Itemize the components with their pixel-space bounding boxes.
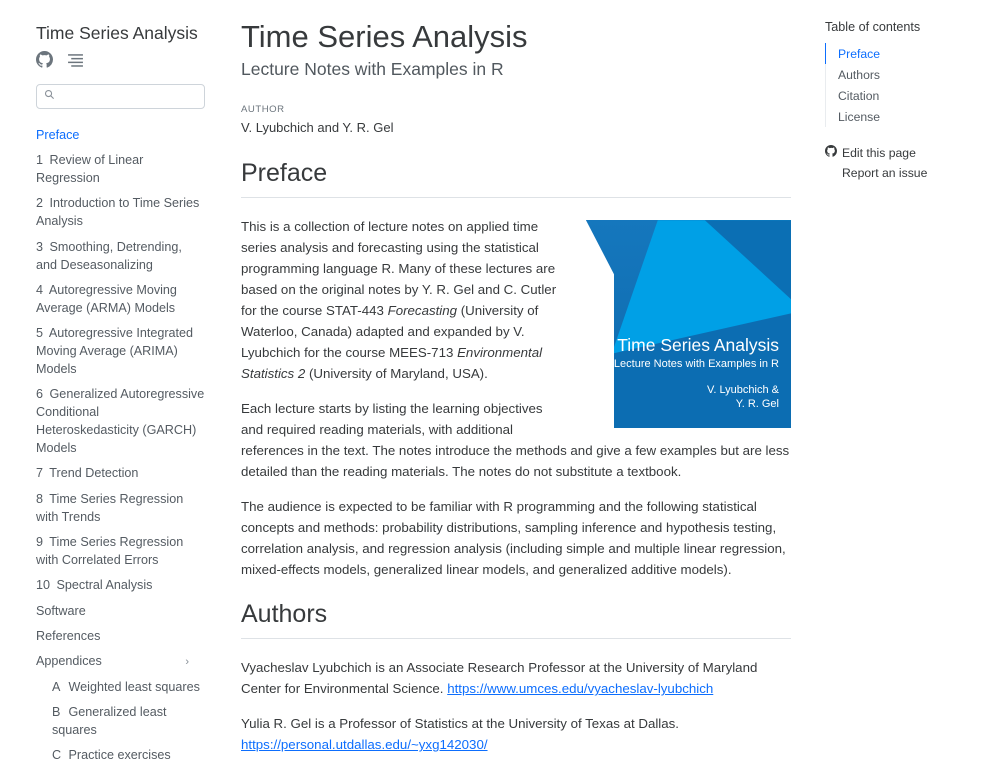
sidebar-item-ch5[interactable]	[36, 325, 205, 379]
right-toc-list	[825, 43, 986, 127]
sidebar-item-references[interactable]	[36, 628, 205, 646]
sidebar-link[interactable]	[36, 386, 205, 458]
report-issue-label: Report an issue	[842, 166, 928, 180]
sidebar-item-label: Spectral Analysis	[56, 578, 153, 593]
sidebar-item-label: Trend Detection	[49, 466, 139, 481]
sidebar-item-appendix-b[interactable]	[36, 704, 205, 740]
right-toc-link[interactable]: License	[825, 106, 986, 127]
cover-author-line-1: V. Lyubchich &	[707, 383, 779, 396]
cover-author-line-2: Y. R. Gel	[735, 398, 779, 411]
page-subtitle: Lecture Notes with Examples in R	[241, 59, 504, 80]
sidebar-item-number: B	[52, 705, 61, 719]
sidebar-item-number: 7	[36, 466, 44, 481]
search-input[interactable]	[59, 89, 197, 103]
menu-list-icon[interactable]	[67, 51, 84, 68]
authors-paragraph-2-text: Yulia R. Gel is a Professor of Statistics at the University of Texas at Dallas.	[241, 716, 679, 732]
sidebar-item-label: Preface	[36, 127, 80, 142]
chevron-right-icon[interactable]: ›	[185, 656, 189, 669]
sidebar-item-number: 6	[36, 387, 44, 402]
preface-paragraph-2: Each lecture starts by listing the learning objectives and required reading materials, with additional references in the text. The notes introduce the methods and give a few examples but are less detailed than the reading materials. The notes do not substitute a textbook.	[241, 401, 790, 480]
sidebar-link[interactable]	[36, 127, 205, 145]
right-toc-item-citation[interactable]	[825, 85, 986, 106]
sidebar-toc	[36, 127, 205, 765]
sidebar-item-software[interactable]	[36, 603, 205, 621]
sidebar-item-appendix-c[interactable]	[36, 747, 205, 765]
sidebar-item-ch1[interactable]	[36, 152, 205, 188]
sidebar-item-ch2[interactable]	[36, 195, 205, 231]
sidebar-link[interactable]	[36, 325, 205, 379]
sidebar-link[interactable]	[36, 152, 205, 188]
sidebar-item-ch3[interactable]	[36, 239, 205, 275]
sidebar-item-label: Autoregressive Integrated Moving Average (ARIMA) Models	[36, 326, 194, 376]
author-profile-link-gel[interactable]: https://personal.utdallas.edu/~yxg142030/	[241, 737, 488, 753]
sidebar-item-number: 2	[36, 196, 44, 211]
sidebar-item-number: 5	[36, 326, 44, 341]
sidebar-item-number: C	[52, 748, 62, 763]
sidebar-item-label: Time Series Regression with Correlated Errors	[36, 534, 184, 567]
sidebar-link[interactable]	[52, 679, 205, 697]
sidebar-item-appendices[interactable]	[36, 653, 205, 671]
sidebar-item-number: 1	[36, 153, 44, 168]
sidebar-link[interactable]	[36, 653, 102, 671]
sidebar-item-number: 9	[36, 534, 44, 549]
sidebar-item-label: References	[36, 628, 101, 643]
report-issue-link[interactable]	[825, 166, 986, 180]
sidebar-link[interactable]	[36, 195, 205, 231]
sidebar-link[interactable]	[36, 603, 205, 621]
sidebar-item-number: 10	[36, 578, 51, 593]
sidebar-item-preface[interactable]	[36, 127, 205, 145]
sidebar-item-number: 8	[36, 491, 44, 506]
sidebar-item-label: Introduction to Time Series Analysis	[36, 196, 200, 229]
sidebar-link[interactable]	[52, 747, 205, 765]
right-toc-item-authors[interactable]	[825, 64, 986, 85]
sidebar-item-ch8[interactable]	[36, 491, 205, 527]
sidebar-item-number: 3	[36, 239, 44, 254]
cover-title: Time Series Analysis	[617, 335, 779, 356]
sidebar-item-label: Weighted least squares	[68, 679, 200, 694]
sidebar-link[interactable]	[36, 239, 205, 275]
preface-paragraph-1: This is a collection of lecture notes on applied time series analysis and forecasting using the statistical programming language R. Many of these lectures are based on the original notes by Y. R. Gel and C. Cutler for the course STAT-443 Forecasting (University of Waterloo, Canada) adapted and expanded by V. Lyubchich for the course MEES-713 Environmental Statistics 2 (University of Maryland, USA).	[241, 219, 557, 382]
right-toc-link[interactable]: Preface	[825, 43, 986, 64]
right-toc-panel	[815, 0, 1000, 186]
right-toc-link[interactable]: Citation	[825, 85, 986, 106]
authors-paragraph-2	[241, 713, 791, 755]
author-profile-link-lyubchich[interactable]: https://www.umces.edu/vyacheslav-lyubchich	[447, 681, 714, 697]
sidebar-link[interactable]	[36, 534, 205, 570]
github-icon[interactable]	[36, 51, 53, 68]
site-title: Time Series Analysis	[36, 23, 198, 43]
github-icon	[825, 145, 837, 160]
cover-art	[586, 220, 791, 428]
sidebar-link[interactable]	[36, 491, 205, 527]
sidebar	[0, 0, 225, 773]
authors-paragraph-1	[241, 657, 791, 699]
search-box[interactable]	[36, 84, 205, 109]
sidebar-item-label: Generalized Autoregressive Conditional Heteroskedasticity (GARCH) Models	[36, 387, 205, 455]
sidebar-item-ch6[interactable]	[36, 386, 205, 458]
right-toc-link[interactable]: Authors	[825, 64, 986, 85]
edit-this-page-link[interactable]	[825, 145, 986, 160]
sidebar-item-ch4[interactable]	[36, 282, 205, 318]
sidebar-item-ch9[interactable]	[36, 534, 205, 570]
sidebar-item-label: Generalized least squares	[52, 705, 167, 737]
cover-subtitle: Lecture Notes with Examples in R	[613, 357, 779, 370]
cover-text-block	[586, 335, 779, 412]
sidebar-item-ch7[interactable]	[36, 465, 205, 483]
sidebar-link[interactable]	[36, 465, 205, 483]
sidebar-item-number: 4	[36, 282, 44, 297]
edit-this-page-label: Edit this page	[842, 145, 916, 160]
sidebar-item-label: Software	[36, 603, 86, 618]
page-title: Time Series Analysis	[241, 19, 528, 54]
sidebar-item-label: Review of Linear Regression	[36, 153, 144, 185]
sidebar-item-label: Autoregressive Moving Average (ARMA) Models	[36, 282, 177, 315]
right-toc-item-license[interactable]	[825, 106, 986, 127]
right-toc-title: Table of contents	[825, 20, 921, 34]
sidebar-item-label: Practice exercises	[68, 748, 171, 763]
sidebar-link[interactable]	[36, 577, 205, 595]
sidebar-item-label: Time Series Regression with Trends	[36, 491, 184, 524]
search-icon	[44, 87, 55, 105]
authors-paragraph-1-text: Vyacheslav Lyubchich is an Associate Research Professor at the University of Maryland Center for Environmental Science.	[241, 660, 758, 697]
sidebar-item-ch10[interactable]	[36, 577, 205, 595]
preface-paragraph-3: The audience is expected to be familiar with R programming and the following statistical concepts and methods: probability distributions, sampling inference and hypothesis testing, correlation analysis, and regression analysis (including simple and multiple linear regression, mixed-effects models, generalized linear models, and generalized additive models).	[241, 499, 786, 578]
section-heading-preface: Preface	[241, 159, 791, 198]
sidebar-item-label: Appendices	[36, 654, 102, 669]
sidebar-item-appendix-a[interactable]	[36, 679, 205, 697]
sidebar-link[interactable]	[36, 282, 205, 318]
right-toc-item-preface[interactable]	[825, 43, 986, 64]
book-cover-image	[586, 220, 791, 428]
author-label: AUTHOR	[241, 104, 285, 116]
sidebar-item-number: A	[52, 679, 61, 694]
sidebar-link[interactable]	[36, 628, 205, 646]
right-toc-actions	[825, 145, 986, 180]
sidebar-icon-row	[36, 51, 205, 68]
sidebar-link[interactable]	[52, 704, 205, 740]
main-content	[225, 0, 815, 769]
sidebar-item-label: Smoothing, Detrending, and Deseasonalizing	[36, 239, 182, 272]
author-name: V. Lyubchich and Y. R. Gel	[241, 120, 394, 136]
section-heading-authors: Authors	[241, 600, 791, 639]
